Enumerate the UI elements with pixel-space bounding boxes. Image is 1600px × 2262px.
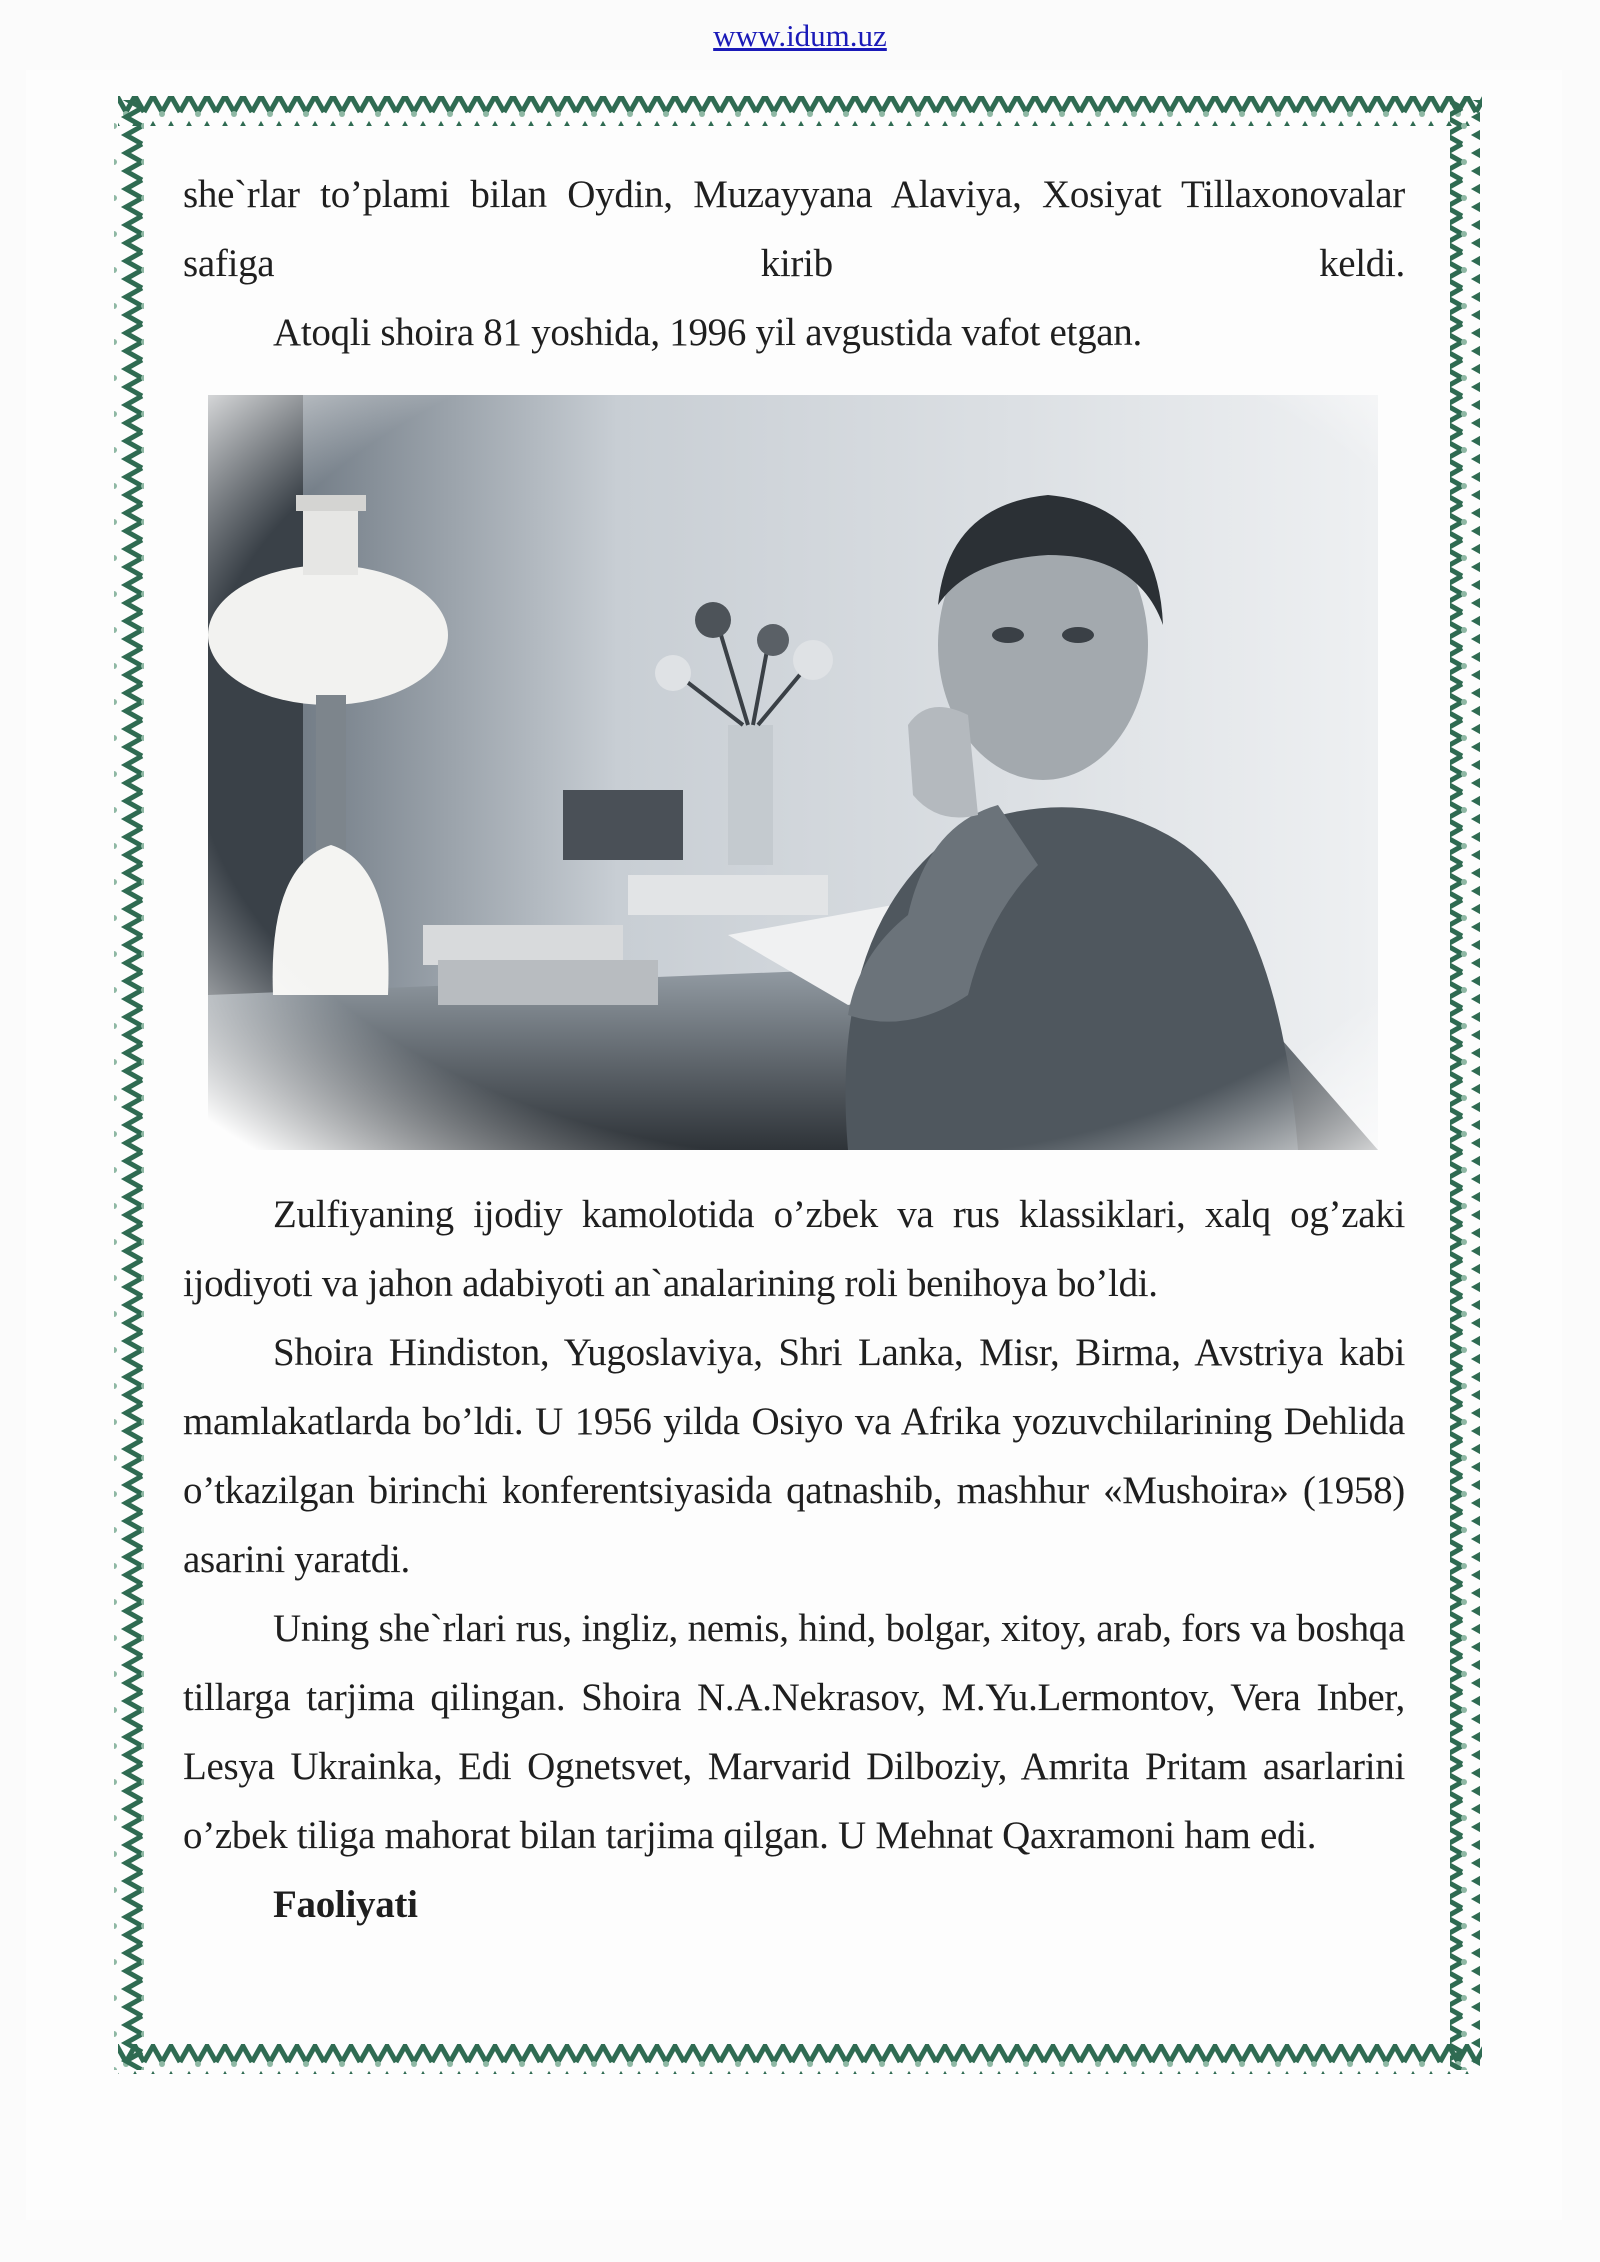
top-paragraph-2: Atoqli shoira 81 yoshida, 1996 yil avgustida vafot etgan. (273, 311, 1142, 354)
paragraph-3: Uning she`rlari rus, ingliz, nemis, hind, bolgar, xitoy, arab, fors va boshqa tillarga tarjima qilingan. Shoira N.A.Nekrasov, M.Yu.Lermontov, Vera Inber, Lesya Ukrainka, Edi Ognetsvet, Marvarid Dilboziy, Amrita Pritam asarlarini o’zbek tiliga mahorat bilan tarjima qilgan. U Mehnat Qaxramoni ham edi. (183, 1607, 1405, 1857)
top-paragraph-1: she`rlar to’plami bilan Oydin, Muzayyana Alaviya, Xosiyat Tillaxonovalar safiga kirib keldi. (183, 173, 1405, 285)
paragraph-1: Zulfiyaning ijodiy kamolotida o’zbek va rus klassiklari, xalq og’zaki ijodiyoti va jahon adabiyoti an`analarining roli benihoya bo’ldi. (183, 1193, 1405, 1305)
top-text (183, 160, 1405, 367)
section-heading: Faoliyati (273, 1883, 418, 1926)
site-link[interactable]: www.idum.uz (713, 18, 887, 53)
paragraph-2: Shoira Hindiston, Yugoslaviya, Shri Lanka, Misr, Birma, Avstriya kabi mamlakatlarda bo’ldi. U 1956 yilda Osiyo va Afrika yozuvchilarining Dehlida o’tkazilgan birinchi konferentsiyasida qatnashib, mashhur «Mushoira» (1958) asarini yaratdi. (183, 1331, 1405, 1581)
portrait-photo (208, 395, 1378, 1150)
body-text (183, 1180, 1405, 1939)
